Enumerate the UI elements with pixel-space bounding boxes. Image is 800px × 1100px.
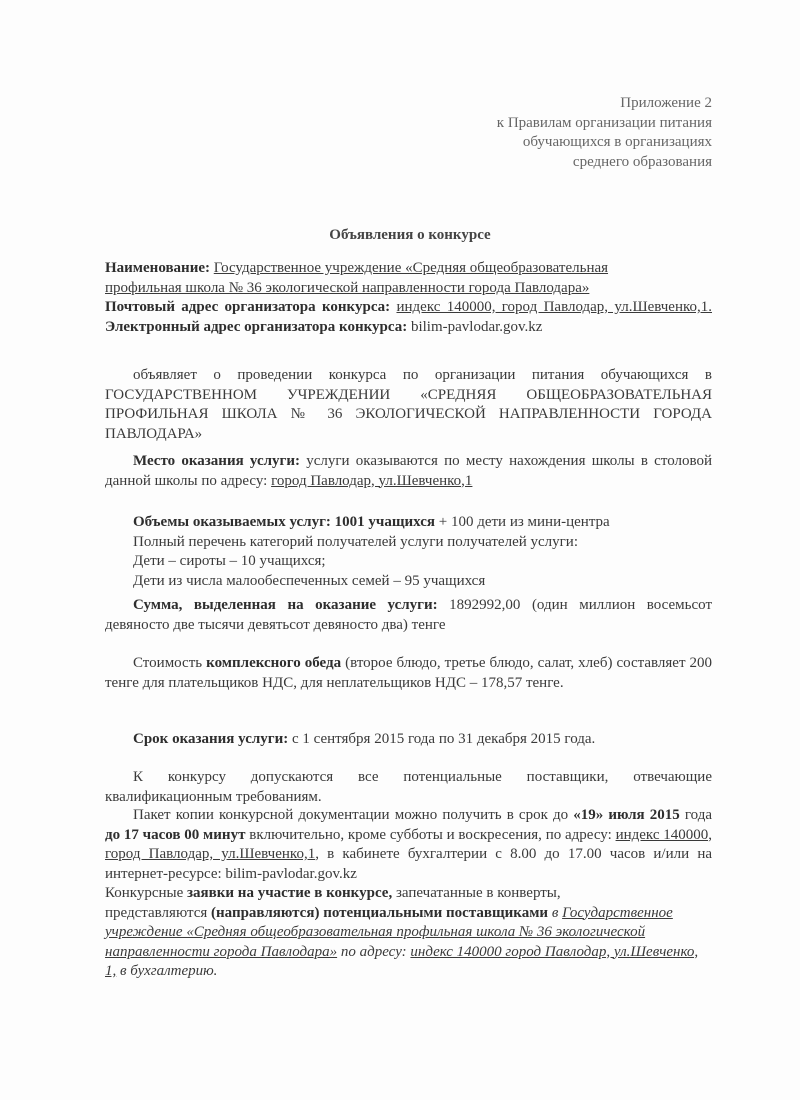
packet-address: индекс 140000, город Павлодар, ул.Шевченко,1: [105, 826, 713, 862]
bids-text: Конкурсные: [105, 885, 184, 901]
volumes-label: Объемы оказываемых услуг: 1001 учащихся: [133, 514, 435, 530]
bids-bold: заявки на участие в конкурсе,: [187, 885, 393, 901]
packet-text: , в кабинете бухгалтерии с 8.00 до 17.00 часов и/или на интернет-ресурсе: bilim-pavlodar.gov.kz: [105, 846, 712, 882]
term-paragraph: [105, 730, 712, 750]
admitted-paragraph: К конкурсу допускаются все потенциальные поставщики, отвечающие квалификационным требованиям.: [105, 769, 712, 805]
bids-italic: в бухгалтерию.: [120, 963, 218, 979]
place-address: город Павлодар, ул.Шевченко,1: [271, 472, 473, 489]
cost-paragraph: [105, 654, 712, 693]
packet-date: «19» июля 2015: [573, 807, 680, 823]
packet-time: до 17 часов 00 минут: [105, 826, 246, 843]
packet-paragraph: [105, 806, 712, 884]
packet-text: Пакет копии конкурсной документации можно получить в срок до: [133, 807, 569, 823]
header-line: к Правилам организации питания: [496, 114, 712, 131]
appendix-header: [497, 94, 712, 172]
header-line: обучающихся в организациях: [522, 134, 712, 150]
email-label: Электронный адрес организатора конкурса:: [105, 318, 408, 335]
place-text: услуги оказываются по месту нахождения школы в столовой данной школы по адресу:: [105, 453, 712, 489]
header-line: Приложение 2: [620, 95, 712, 111]
bids-text: запечатанные в конверты,: [395, 885, 561, 901]
packet-text: включительно, кроме субботы и воскресения, по адресу:: [249, 826, 612, 843]
bids-text: представляются: [105, 904, 208, 921]
postal-value: индекс 140000, город Павлодар, ул.Шевченко,1.: [396, 299, 712, 315]
organizer-block: [105, 259, 712, 337]
volumes-line: Дети из числа малообеспеченных семей – 95 учащихся: [133, 572, 486, 589]
term-label: Срок оказания услуги:: [133, 731, 289, 747]
name-label: Наименование:: [105, 260, 210, 276]
cost-text: (второе блюдо, третье блюдо, салат, хлеб) составляет 200 тенге для плательщиков НДС, для неплательщиков НДС – 178,57 тенге.: [105, 655, 713, 691]
packet-text: года: [684, 807, 713, 823]
sum-label: Сумма, выделенная на оказание услуги:: [133, 597, 438, 613]
volumes-line: Дети – сироты – 10 учащихся;: [133, 553, 326, 569]
volumes-text: + 100 дети из мини-центра: [438, 514, 610, 530]
bids-bold: (направляются) потенциальными поставщиками: [211, 904, 549, 921]
place-label: Место оказания услуги:: [133, 453, 300, 469]
bids-italic: по адресу:: [340, 943, 407, 960]
header-line: среднего образования: [572, 153, 712, 170]
volumes-block: [105, 513, 712, 591]
volumes-line: Полный перечень категорий получателей услуги получателей услуги:: [133, 533, 579, 550]
bids-italic: в: [551, 904, 559, 921]
place-paragraph: [105, 452, 712, 491]
bids-recipient: Государственное учреждение «Средняя общеобразовательная профильная школа № 36 экологической направленности города Павлодара»: [105, 904, 673, 960]
name-value: Государственное учреждение «Средняя общеобразовательная профильная школа № 36 экологической направленности города Павлодара»: [105, 260, 609, 296]
sum-paragraph: [105, 596, 712, 635]
email-value: bilim-pavlodar.gov.kz: [410, 318, 543, 335]
bids-paragraph: [105, 884, 712, 982]
sum-text: 1892992,00 (один миллион восемьсот девяносто две тысячи девятьсот девяносто два) тенге: [105, 597, 713, 633]
bids-address: индекс 140000 город Павлодар, ул.Шевченко, 1,: [105, 943, 699, 979]
postal-label: Почтовый адрес организатора конкурса:: [105, 299, 391, 315]
announce-paragraph: объявляет о проведении конкурса по организации питания обучающихся в ГОСУДАРСТВЕННОМ УЧРЕЖДЕНИИ «СРЕДНЯЯ ОБЩЕОБРАЗОВАТЕЛЬНАЯ ПРОФИЛЬНАЯ ШКОЛА № 36 ЭКОЛОГИЧЕСКОЙ НАПРАВЛЕННОСТИ ГОРОДА ПАВЛОДАРА»: [105, 367, 712, 442]
document-title: Объявления о конкурсе: [329, 227, 491, 243]
cost-label: комплексного обеда: [206, 655, 342, 671]
term-text: с 1 сентября 2015 года по 31 декабря 2015 года.: [291, 731, 596, 747]
cost-label-pre: Стоимость: [133, 655, 203, 671]
